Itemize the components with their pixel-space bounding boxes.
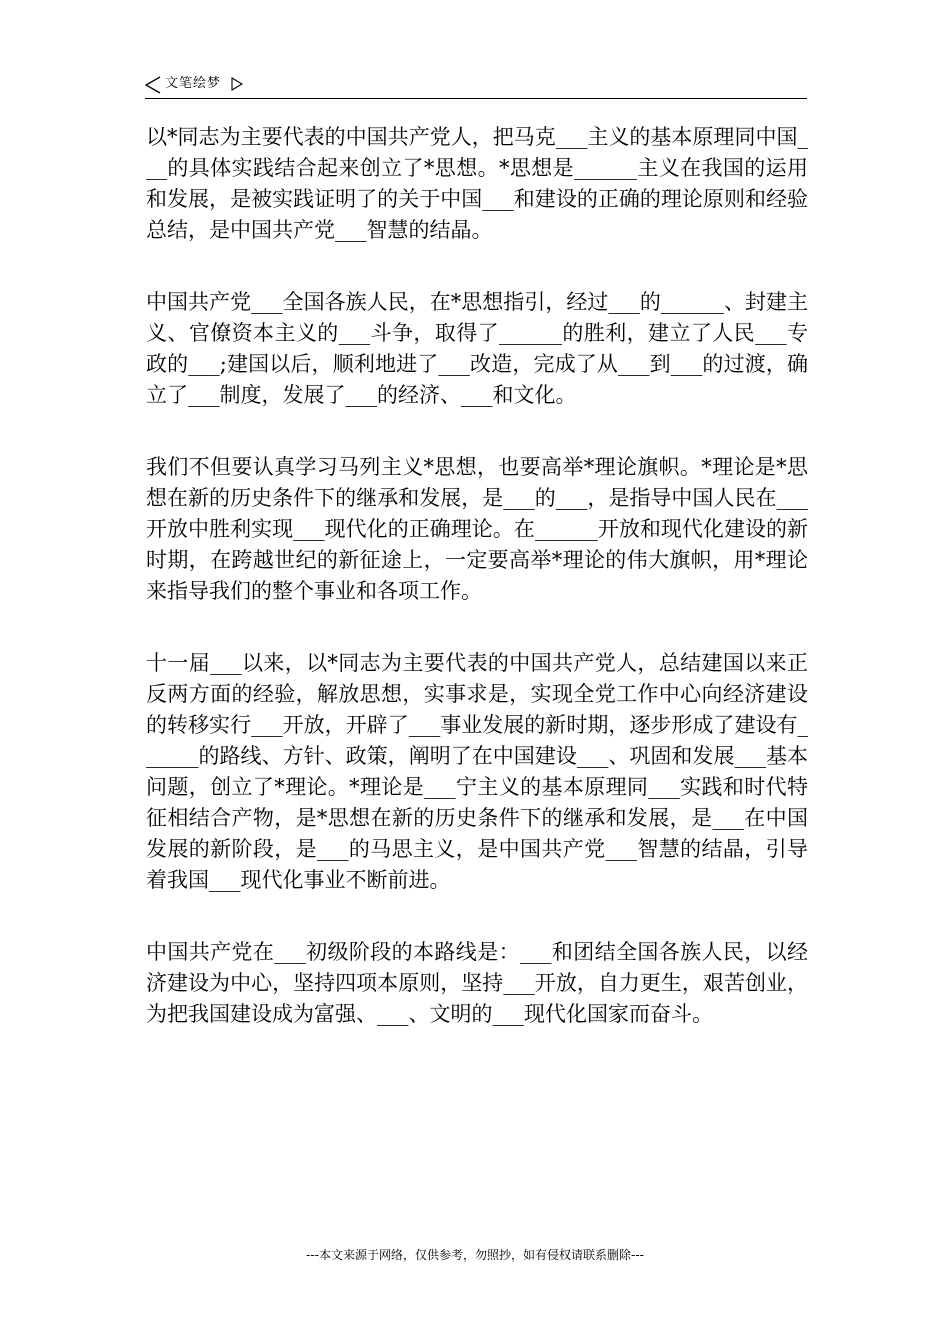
triangle-right-icon — [231, 77, 243, 91]
paragraph-1: 以*同志为主要代表的中国共产党人，把马克___主义的基本原理同中国___的具体实践结合起来创立了*思想。*思想是______主义在我国的运用和发展，是被实践证明了的关于中国___和建设的正确的理论原则和经验总结，是中国共产党___智慧的结晶。 — [146, 125, 808, 242]
footer-disclaimer: ---本文来源于网络，仅供参考，勿照抄，如有侵权请联系删除--- — [306, 1248, 644, 1262]
paragraph-4: 十一届___以来，以*同志为主要代表的中国共产党人，总结建国以来正反两方面的经验，解放思想，实事求是，实现全党工作中心向经济建设的转移实行___开放，开辟了___事业发展的新时期，逐步形成了建设有______的路线、方针、政策，阐明了在中国建设___、巩固和发展___基本问题，创立了*理论。*理论是___宁主义的基本原理同___实践和时代特征相结合产物，是*思想在新的历史条件下的继承和发展，是___在中国发展的新阶段，是___的马思主义，是中国共产党___智慧的结晶，引导着我国___现代化事业不断前进。 — [146, 651, 808, 892]
triangle-left-icon — [145, 76, 161, 94]
brand-name: 文笔绘梦 — [165, 76, 222, 91]
page-header — [145, 74, 807, 99]
paragraph-3: 我们不但要认真学习马列主义*思想，也要高举*理论旗帜。*理论是*思想在新的历史条件下的继承和发展，是___的___，是指导中国人民在___开放中胜利实现___现代化的正确理论。在______开放和现代化建设的新时期，在跨越世纪的新征途上，一定要高举*理论的伟大旗帜，用*理论来指导我们的整个事业和各项工作。 — [146, 455, 808, 603]
paragraph-2: 中国共产党___全国各族人民，在*思想指引，经过___的______、封建主义、官僚资本主义的___斗争，取得了______的胜利，建立了人民___专政的___;建国以后，顺利地进了___改造，完成了从___到___的过渡，确立了___制度，发展了___的经济、___和文化。 — [146, 290, 808, 407]
paragraph-5: 中国共产党在___初级阶段的本路线是：___和团结全国各族人民，以经济建设为中心，坚持四项本原则，坚持___开放，自力更生，艰苦创业，为把我国建设成为富强、___、文明的___现代化国家而奋斗。 — [146, 940, 808, 1026]
document-body — [146, 122, 808, 1071]
